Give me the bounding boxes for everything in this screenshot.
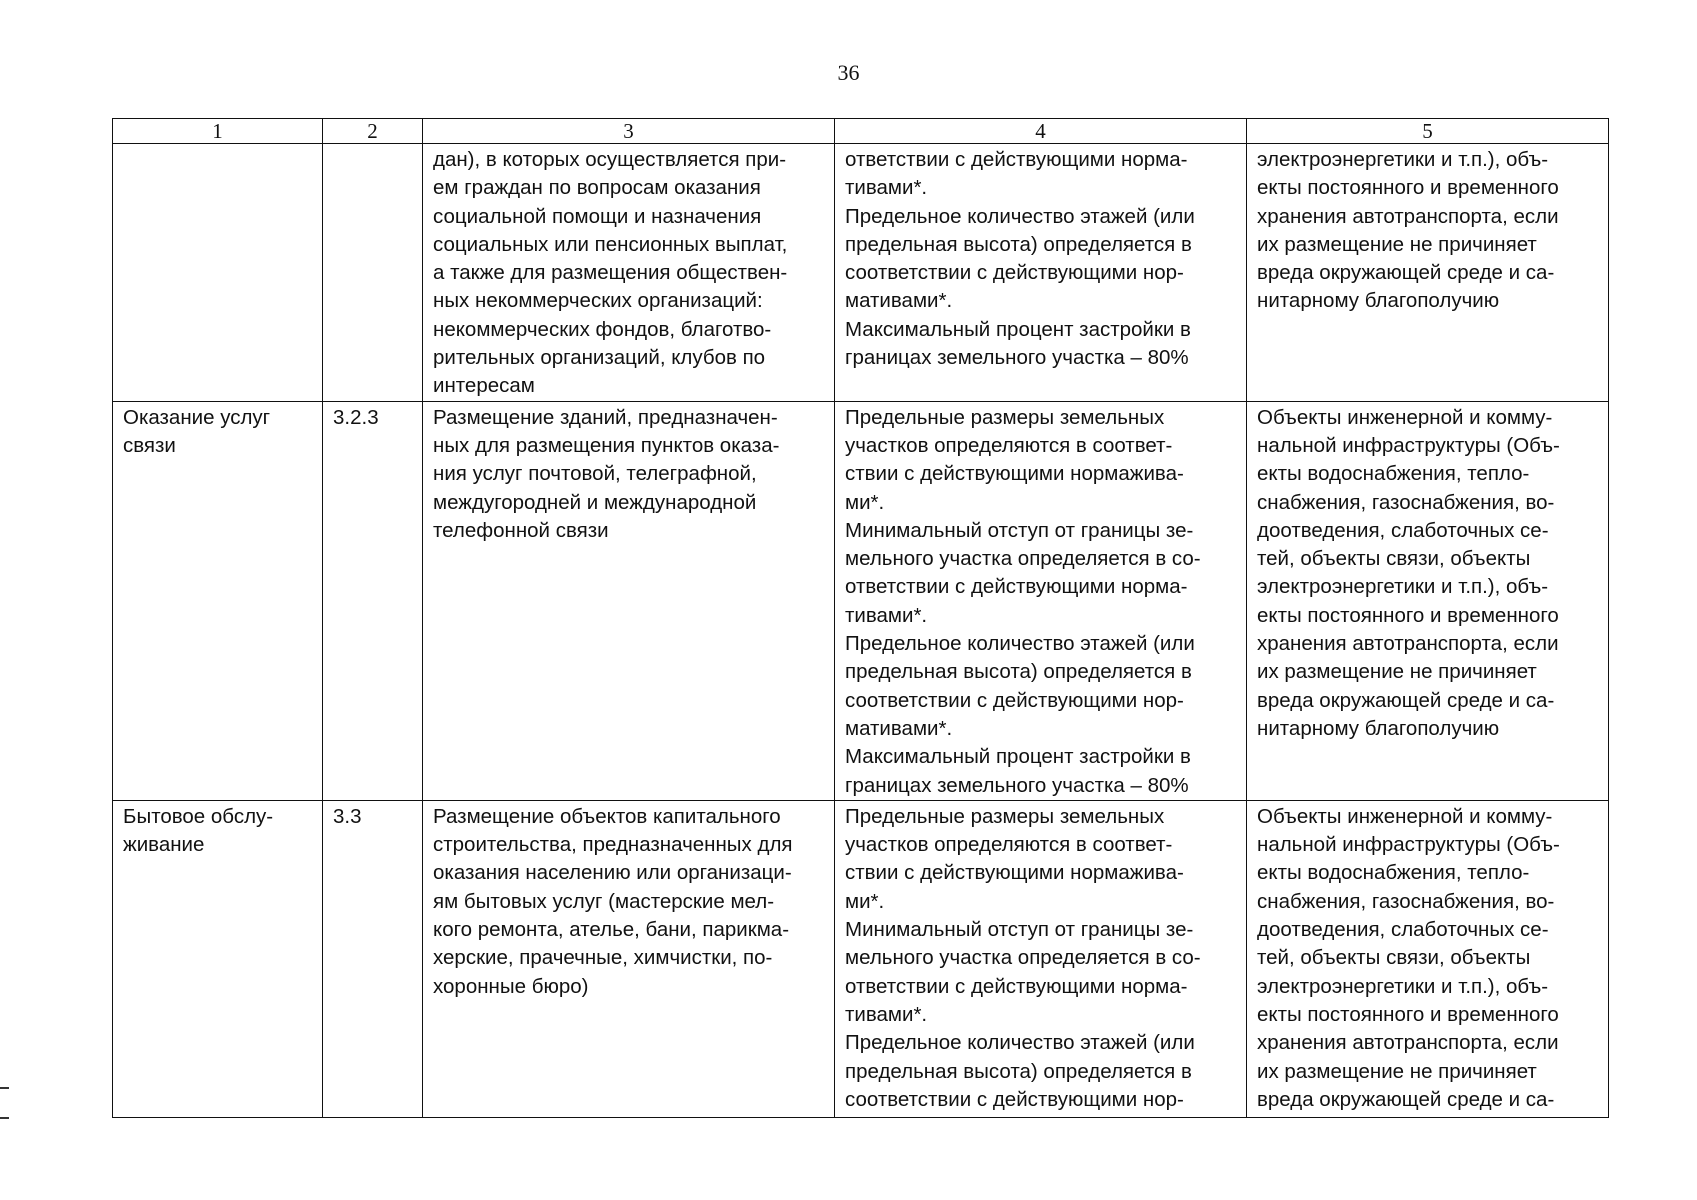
cell-text-line: телефонной связи	[433, 518, 609, 542]
cell-text-line: междугородней и международной	[433, 490, 757, 514]
cell-text-line: 3.2.3	[333, 405, 379, 429]
cell-text-line: доотведения, слаботочных се-	[1257, 518, 1549, 542]
column-header-4: 4	[835, 119, 1247, 144]
cell-text-line: ответствии с действующими норма-	[845, 148, 1188, 171]
use-name-cell	[113, 800, 323, 1117]
parameters-cell	[835, 401, 1247, 800]
cell-text-line: Предельные размеры земельных	[845, 405, 1165, 429]
cell-text-line: вреда окружающей среде и са-	[1257, 1087, 1555, 1111]
cell-text-line: ния услуг почтовой, телеграфной,	[433, 462, 757, 486]
margin-mark	[0, 1117, 9, 1119]
cell-text-line: хоронные бюро)	[433, 974, 589, 998]
cell-text-line: электроэнергетики и т.п.), объ-	[1257, 974, 1549, 998]
cell-text-line: электроэнергетики и т.п.), объ-	[1257, 575, 1549, 599]
cell-text-line: соответствии с действующими нор-	[845, 261, 1184, 285]
cell-text-line: ных для размещения пунктов оказа-	[433, 433, 780, 457]
cell-text-line: тивами*.	[845, 176, 928, 200]
table-header-row	[113, 119, 1609, 144]
cell-text-line: Размещение зданий, предназначен-	[433, 405, 778, 429]
cell-text-line: екты постоянного и временного	[1257, 1002, 1559, 1026]
cell-text-line: Максимальный процент застройки в	[845, 317, 1191, 341]
cell-text-line: социальных или пенсионных выплат,	[433, 232, 788, 256]
cell-text-line: вреда окружающей среде и са-	[1257, 688, 1555, 712]
column-header-5: 5	[1247, 119, 1609, 144]
cell-text-line: участков определяются в соответ-	[845, 833, 1173, 857]
cell-text-line: ми*.	[845, 889, 885, 913]
use-name-cell	[113, 144, 323, 402]
cell-text-line: нитарному благополучию	[1257, 716, 1500, 740]
cell-text-line: нитарному благополучию	[1257, 289, 1500, 313]
cell-text-line: Предельные размеры земельных	[845, 804, 1165, 828]
cell-text-line: екты водоснабжения, тепло-	[1257, 462, 1530, 486]
use-description-cell	[423, 144, 835, 402]
cell-text-line: их размещение не причиняет	[1257, 660, 1537, 684]
column-header-1: 1	[113, 119, 323, 144]
cell-text-line: Предельное количество этажей (или	[845, 204, 1195, 228]
cell-text-line: предельная высота) определяется в	[845, 232, 1192, 256]
cell-text-line: интересам	[433, 374, 535, 398]
cell-text-line: кого ремонта, ателье, бани, парикма-	[433, 918, 790, 942]
cell-text-line: границах земельного участка – 80%	[845, 346, 1189, 370]
cell-text-line: социальной помощи и назначения	[433, 204, 762, 228]
column-header-3: 3	[423, 119, 835, 144]
cell-text-line: соответствии с действующими нор-	[845, 688, 1184, 712]
cell-text-line: нальной инфраструктуры (Объ-	[1257, 433, 1560, 457]
cell-text-line: ответствии с действующими норма-	[845, 974, 1188, 998]
use-code-cell	[323, 144, 423, 402]
cell-text-line: предельная высота) определяется в	[845, 1059, 1192, 1083]
parameters-cell	[835, 800, 1247, 1117]
cell-text-line: нальной инфраструктуры (Объ-	[1257, 833, 1560, 857]
auxiliary-uses-cell	[1247, 401, 1609, 800]
cell-text-line: ям бытовых услуг (мастерские мел-	[433, 889, 775, 913]
cell-text-line: хранения автотранспорта, если	[1257, 632, 1559, 656]
cell-text-line: связи	[123, 433, 176, 457]
cell-text-line: Минимальный отступ от границы зе-	[845, 518, 1194, 542]
cell-text-line: снабжения, газоснабжения, во-	[1257, 889, 1555, 913]
cell-text-line: тей, объекты связи, объекты	[1257, 946, 1531, 970]
cell-text-line: электроэнергетики и т.п.), объ-	[1257, 148, 1549, 171]
auxiliary-uses-cell	[1247, 144, 1609, 402]
cell-text-line: Максимальный процент застройки в	[845, 745, 1191, 769]
cell-text-line: ствии с действующими нормажива-	[845, 462, 1184, 486]
cell-text-line: екты постоянного и временного	[1257, 603, 1559, 627]
cell-text-line: живание	[123, 833, 205, 857]
cell-text-line: мативами*.	[845, 716, 953, 740]
cell-text-line: ответствии с действующими норма-	[845, 575, 1188, 599]
cell-text-line: херские, прачечные, химчистки, по-	[433, 946, 773, 970]
cell-text-line: мельного участка определяется в со-	[845, 547, 1201, 571]
cell-text-line: екты водоснабжения, тепло-	[1257, 861, 1530, 885]
use-code-cell	[323, 401, 423, 800]
cell-text-line: ных некоммерческих организаций:	[433, 289, 763, 313]
cell-text-line: а также для размещения обществен-	[433, 261, 788, 285]
parameters-cell	[835, 144, 1247, 402]
cell-text-line: тивами*.	[845, 1002, 928, 1026]
cell-text-line: вреда окружающей среде и са-	[1257, 261, 1555, 285]
cell-text-line: их размещение не причиняет	[1257, 1059, 1537, 1083]
table-row	[113, 144, 1609, 402]
cell-text-line: екты постоянного и временного	[1257, 176, 1559, 200]
cell-text-line: рительных организаций, клубов по	[433, 346, 766, 370]
cell-text-line: снабжения, газоснабжения, во-	[1257, 490, 1555, 514]
cell-text-line: оказания населению или организаци-	[433, 861, 792, 885]
cell-text-line: Предельное количество этажей (или	[845, 632, 1195, 656]
cell-text-line: Оказание услуг	[123, 405, 271, 429]
land-use-table	[112, 118, 1609, 1118]
auxiliary-uses-cell	[1247, 800, 1609, 1117]
cell-text-line: тивами*.	[845, 603, 928, 627]
use-description-cell	[423, 401, 835, 800]
cell-text-line: предельная высота) определяется в	[845, 660, 1192, 684]
margin-mark	[0, 1087, 9, 1089]
cell-text-line: мативами*.	[845, 289, 953, 313]
cell-text-line: доотведения, слаботочных се-	[1257, 918, 1549, 942]
cell-text-line: хранения автотранспорта, если	[1257, 1031, 1559, 1055]
cell-text-line: Предельное количество этажей (или	[845, 1031, 1195, 1055]
cell-text-line: участков определяются в соответ-	[845, 433, 1173, 457]
cell-text-line: Минимальный отступ от границы зе-	[845, 918, 1194, 942]
use-name-cell	[113, 401, 323, 800]
cell-text-line: Размещение объектов капитального	[433, 804, 781, 828]
cell-text-line: Объекты инженерной и комму-	[1257, 804, 1553, 828]
cell-text-line: хранения автотранспорта, если	[1257, 204, 1559, 228]
cell-text-line: их размещение не причиняет	[1257, 232, 1537, 256]
cell-text-line: мельного участка определяется в со-	[845, 946, 1201, 970]
cell-text-line: некоммерческих фондов, благотво-	[433, 317, 772, 341]
cell-text-line: 3.3	[333, 804, 362, 828]
cell-text-line: ем граждан по вопросам оказания	[433, 176, 761, 200]
cell-text-line: границах земельного участка – 80%	[845, 773, 1189, 797]
cell-text-line: Бытовое обслу-	[123, 804, 274, 828]
table-row	[113, 800, 1609, 1117]
cell-text-line: ми*.	[845, 490, 885, 514]
use-description-cell	[423, 800, 835, 1117]
cell-text-line: тей, объекты связи, объекты	[1257, 547, 1531, 571]
cell-text-line: ствии с действующими нормажива-	[845, 861, 1184, 885]
page-number: 36	[837, 60, 860, 85]
cell-text-line: строительства, предназначенных для	[433, 833, 793, 857]
cell-text-line: дан), в которых осуществляется при-	[433, 148, 787, 171]
cell-text-line: Объекты инженерной и комму-	[1257, 405, 1553, 429]
use-code-cell	[323, 800, 423, 1117]
column-header-2: 2	[323, 119, 423, 144]
table-row	[113, 401, 1609, 800]
cell-text-line: соответствии с действующими нор-	[845, 1087, 1184, 1111]
